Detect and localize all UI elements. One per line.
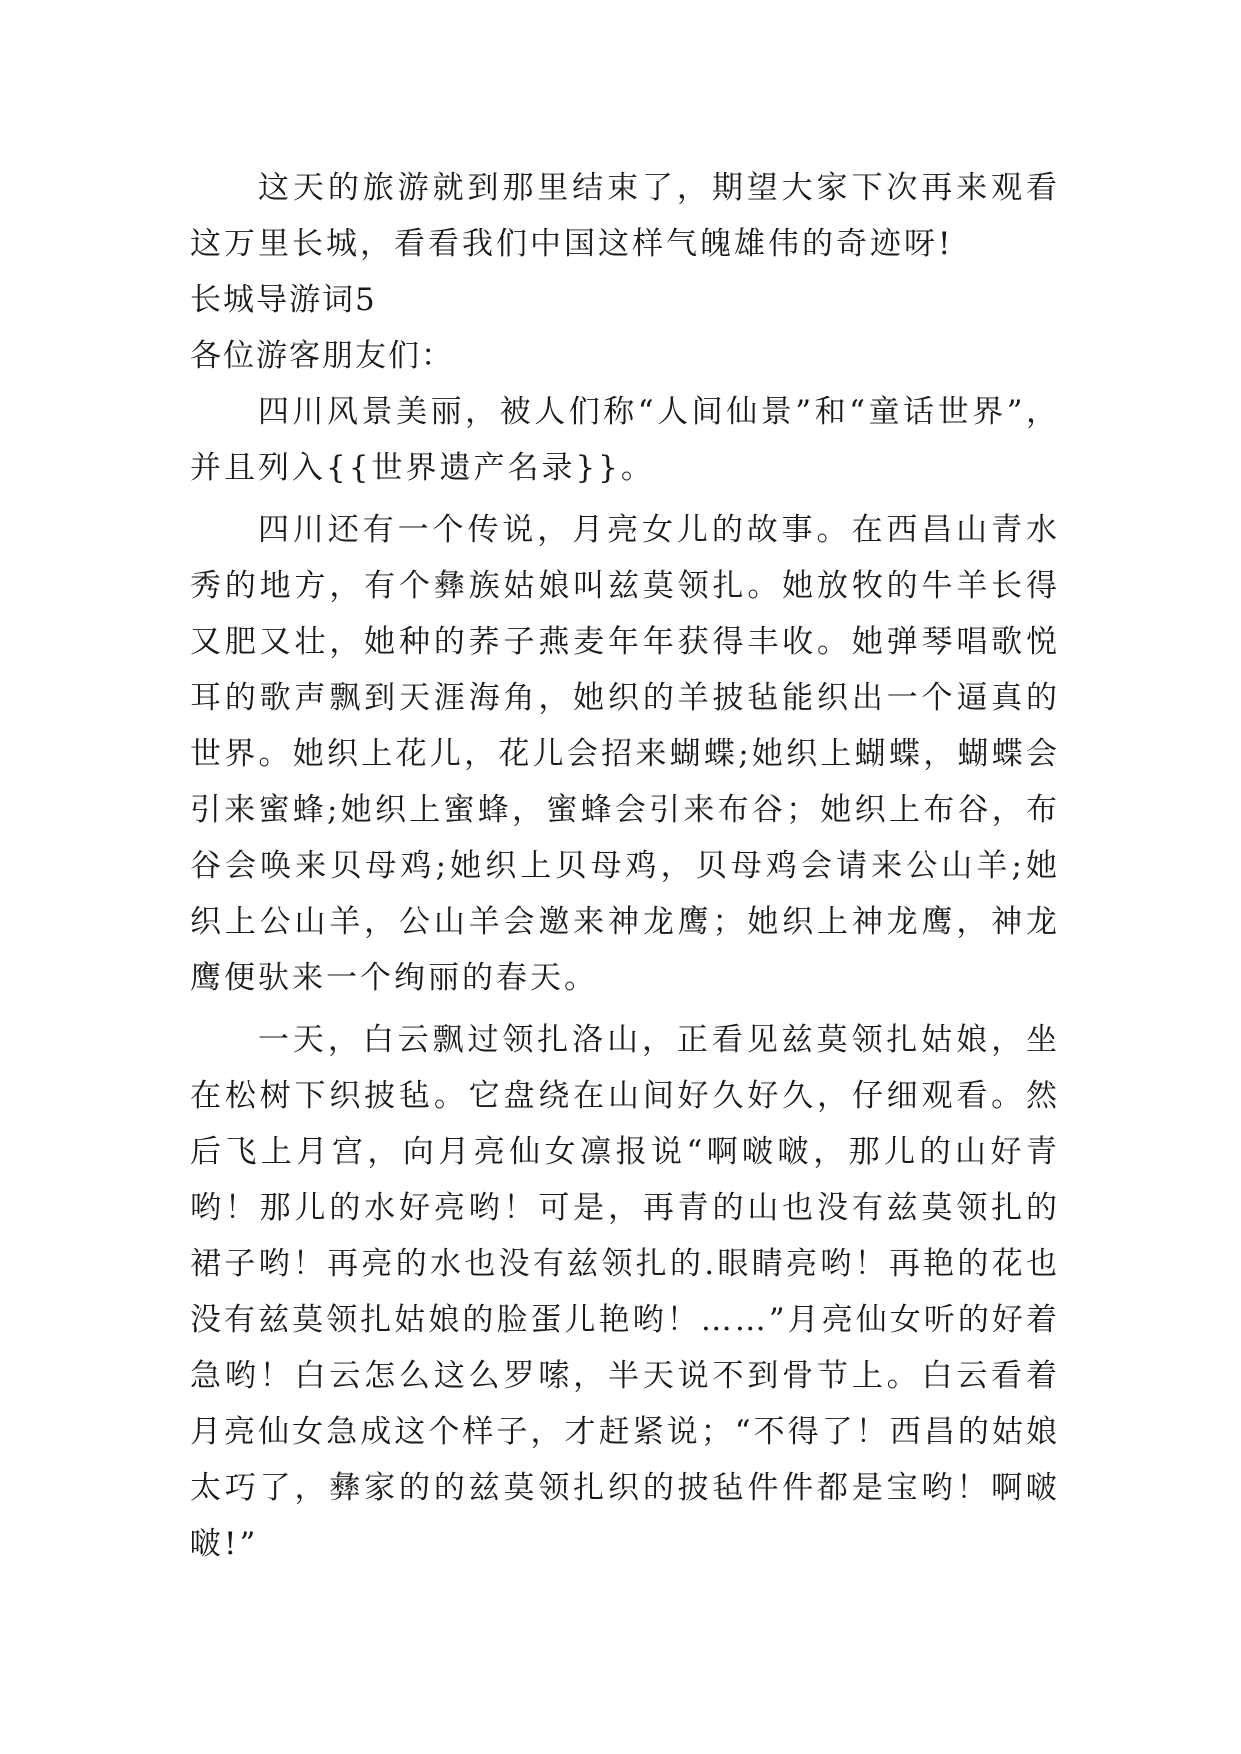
document-body [190, 160, 1060, 1572]
greeting-line: 各位游客朋友们： [190, 338, 454, 374]
legend-paragraph: 四川还有一个传说，月亮女儿的故事。在西昌山青水秀的地方，有个彝族姑娘叫兹莫领扎。她放牧的牛羊长得又肥又壮，她种的荞子燕麦年年获得丰收。她弹琴唱歌悦耳的歌声飘到天涯海角，她织的羊披毡能织出一个逼真的世界。她织上花儿，花儿会招来蝴蝶;她织上蝴蝶，蝴蝶会引来蜜蜂;她织上蜜蜂，蜜蜂会引来布谷；她织上布谷，布谷会唤来贝母鸡;她织上贝母鸡，贝母鸡会请来公山羊;她织上公山羊，公山羊会邀来神龙鹰；她织上神龙鹰，神龙鹰便驮来一个绚丽的春天。 [190, 512, 1060, 996]
story-paragraph: 一天，白云飘过领扎洛山，正看见兹莫领扎姑娘，坐在松树下织披毡。它盘绕在山间好久好久，仔细观看。然后飞上月宫，向月亮仙女凛报说“啊啵啵，那儿的山好青哟！那儿的水好亮哟！可是，再青的山也没有兹莫领扎的裙子哟！再亮的水也没有兹领扎的.眼睛亮哟！再艳的花也没有兹莫领扎姑娘的脸蛋儿艳哟！……”月亮仙女听的好着急哟！白云怎么这么罗嗦，半天说不到骨节上。白云看着月亮仙女急成这个样子，才赶紧说；“不得了！西昌的姑娘太巧了，彝家的的兹莫领扎织的披毡件件都是宝哟！啊啵啵!” [190, 1022, 1060, 1562]
intro-paragraph: 四川风景美丽，被人们称“人间仙景”和“童话世界”，并且列入{{世界遗产名录}}。 [190, 394, 1060, 486]
closing-paragraph: 这天的旅游就到那里结束了，期望大家下次再来观看这万里长城，看看我们中国这样气魄雄伟的奇迹呀! [190, 170, 1060, 262]
section-heading: 长城导游词5 [190, 282, 377, 318]
